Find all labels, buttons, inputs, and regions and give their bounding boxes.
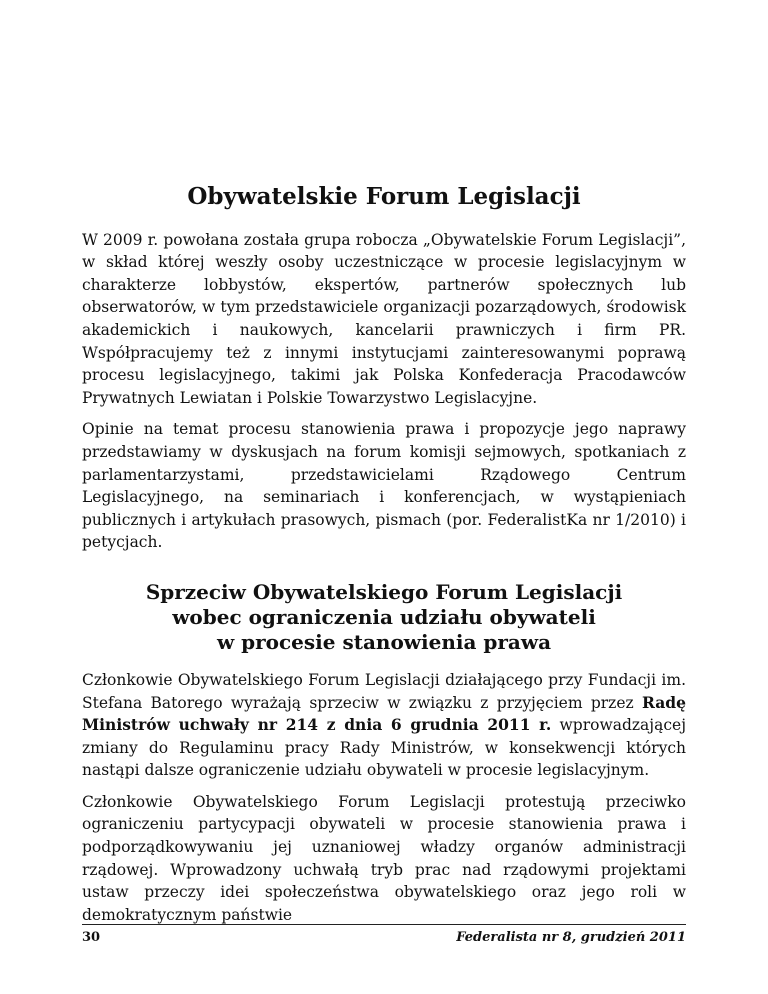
page-content: [82, 183, 686, 935]
running-footer-title: Federalista nr 8, grudzień 2011: [456, 930, 686, 945]
intro-paragraph-1: W 2009 r. powołana została grupa robocza „Obywatelskie Forum Legislacji”, w skład której weszły osoby uczestniczące w procesie legislacyjnym w charakterze lobbystów, ekspertów, partnerów społecznych lub obserwatorów, w tym przedstawiciele organizacji pozarządowych, środowisk akademickich i naukowych, kancelarii prawniczych i firm PR. Współpracujemy też z innymi instytucjami zainteresowanymi poprawą procesu legislacyjnego, takimi jak Polska Konfederacja Pracodawców Prywatnych Lewiatan i Polskie Towarzystwo Legislacyjne.: [82, 230, 686, 407]
statement-title-line-2: wobec ograniczenia udziału obywateli: [172, 604, 596, 629]
statement-title-line-1: Sprzeciw Obywatelskiego Forum Legislacji: [145, 579, 623, 604]
statement-title: [82, 580, 686, 655]
statement-title-line-3: w procesie stanowienia prawa: [216, 629, 552, 654]
statement-paragraph-2: Członkowie Obywatelskiego Forum Legislacji protestują przeciwko ograniczeniu partycypacji obywateli w procesie stanowienia prawa i podporządkowywaniu jej uznaniowej władzy organów administracji rządowej. Wprowadzony uchwałą tryb prac nad rządowymi projektami ustaw przeczy idei społeczeństwa obywatelskiego oraz jego roli w demokratycznym państwie: [82, 792, 686, 924]
statement-paragraph-1: [82, 669, 686, 782]
statement-paragraph-1-end: wprowadzającej zmiany do Regulaminu pracy Rady Ministrów, w konsekwencji których nastąpi dalsze ograniczenie udziału obywateli w procesie legislacyjnym.: [82, 716, 687, 780]
footer-divider: [82, 924, 686, 925]
page-number: 30: [82, 930, 101, 945]
intro-paragraph-2: Opinie na temat procesu stanowienia prawa i propozycje jego naprawy przedstawiamy w dyskusjach na forum komisji sejmowych, spotkaniach z parlamentarzystami, przedstawicielami Rządowego Centrum Legislacyjnego, na seminariach i konferencjach, w wystąpieniach publicznych i artykułach prasowych, pismach (por. FederalistKa nr 1/2010) i petycjach.: [82, 420, 686, 552]
statement-paragraph-1-start: Członkowie Obywatelskiego Forum Legislacji działającego przy Fundacji im. Stefana Batorego wyrażają sprzeciw w związku z przyjęciem przez: [82, 670, 686, 712]
section-title: Obywatelskie Forum Legislacji: [187, 183, 581, 210]
resolution-reference: Radę Ministrów uchwały nr 214 z dnia 6 grudnia 2011 r.: [82, 692, 686, 735]
